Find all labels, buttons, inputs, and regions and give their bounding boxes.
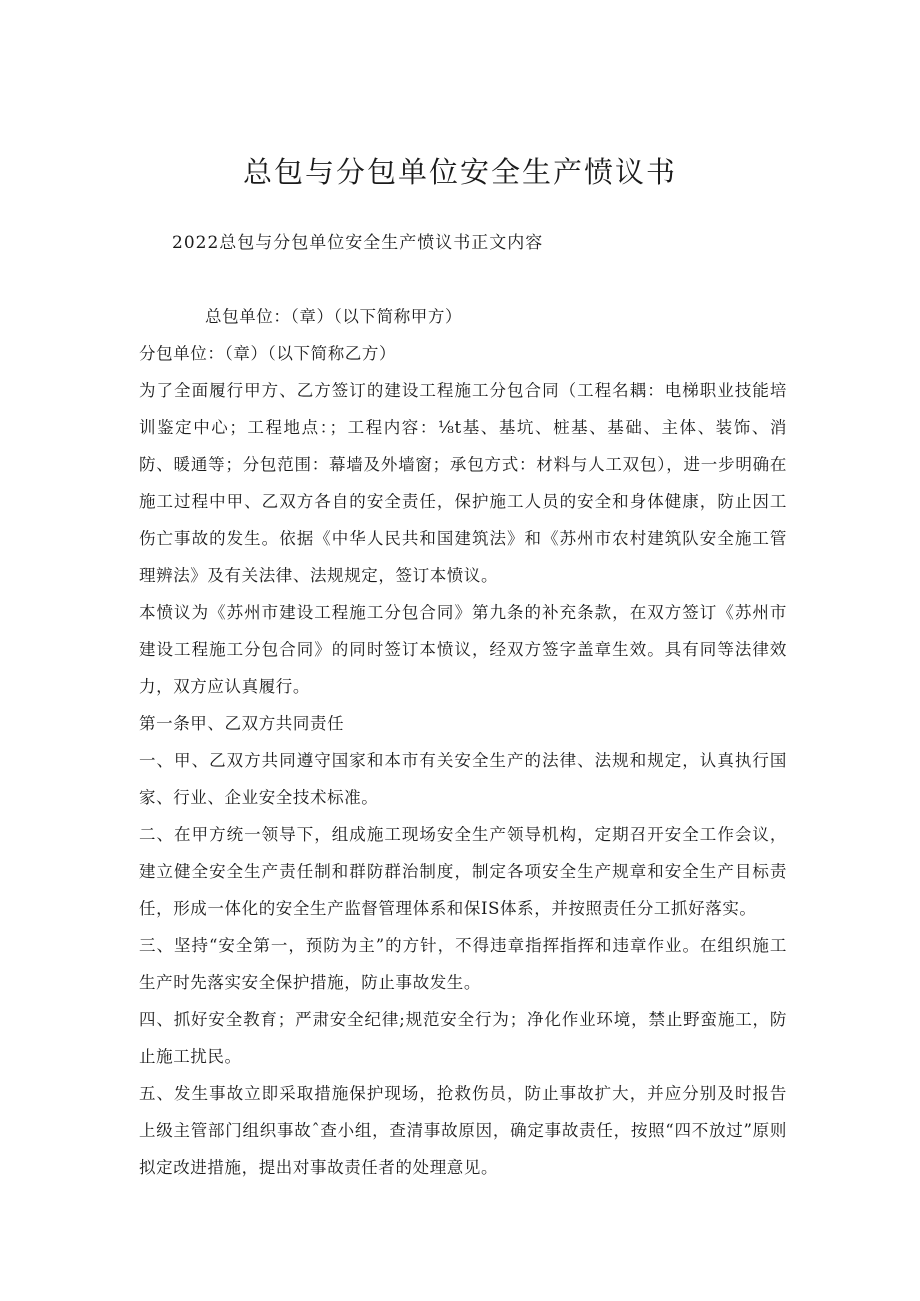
- document-body: [139, 298, 787, 1186]
- clause-3: 三、坚持“安全第一，预防为主”的方针，不得违章指挥指挥和违章作业。在组织施工生产时先落实安全保护措施，防止事故发生。: [139, 936, 787, 992]
- clause-5: 五、发生事故立即采取措施保护现场，抢救伤员，防止事故扩大，并应分别及时报告上级主管部门组织事故ˆ查小组，查清事故原因，确定事故责任，按照“四不放过”原则拟定改进措施，提出对事故责任者的处理意见。: [139, 1084, 787, 1177]
- party-b-line: 分包单位：（章）（以下简称乙方）: [139, 344, 397, 363]
- supplement-paragraph: 本愤议为《苏州市建设工程施工分包合同》第九条的补充条款，在双方签订《苏州市建设工程施工分包合同》的同时签订本愤议，经双方签字盖章生效。具有同等法律效力，双方应认真履行。: [139, 603, 787, 696]
- party-a-line: 总包单位：（章）（以下简称甲方）: [205, 307, 463, 326]
- preamble-paragraph: 为了全面履行甲方、乙方签订的建设工程施工分包合同（工程名耦：电梯职业技能培训鉴定中心；工程地点：；工程内容：⅛t基、基坑、桩基、基础、主体、装饰、消防、暖通等；分包范围：幕墙及外墙窗；承包方式：材料与人工双包），进一步明确在施工过程中甲、乙双方各自的安全责任，保护施工人员的安全和身体健康，防止因工伤亡事故的发生。依据《中华人民共和国建筑法》和《苏州市农村建筑队安全施工管理辨法》及有关法律、法规规定，签订本愤议。: [139, 381, 787, 585]
- document-subtitle: 2022总包与分包单位安全生产愤议书正文内容: [172, 233, 544, 253]
- document-title: 总包与分包单位安全生产愤议书: [242, 155, 677, 189]
- article-one-heading: 第一条甲、乙双方共同责任: [139, 714, 345, 733]
- clause-2: 二、在甲方统一领导下，组成施工现场安全生产领导机构，定期召开安全工作会议，建立健全安全生产责任制和群防群治制度，制定各项安全生产规章和安全生产目标责任，形成一体化的安全生产监督管理体系和保IS体系，并按照责任分工抓好落实。: [139, 825, 787, 918]
- clause-4: 四、抓好安全教育；严肃安全纪律;规范安全行为；净化作业环境，禁止野蛮施工，防止施工扰民。: [139, 1010, 787, 1066]
- clause-1: 一、甲、乙双方共同遵守国家和本市有关安全生产的法律、法规和规定，认真执行国家、行业、企业安全技术标准。: [139, 751, 787, 807]
